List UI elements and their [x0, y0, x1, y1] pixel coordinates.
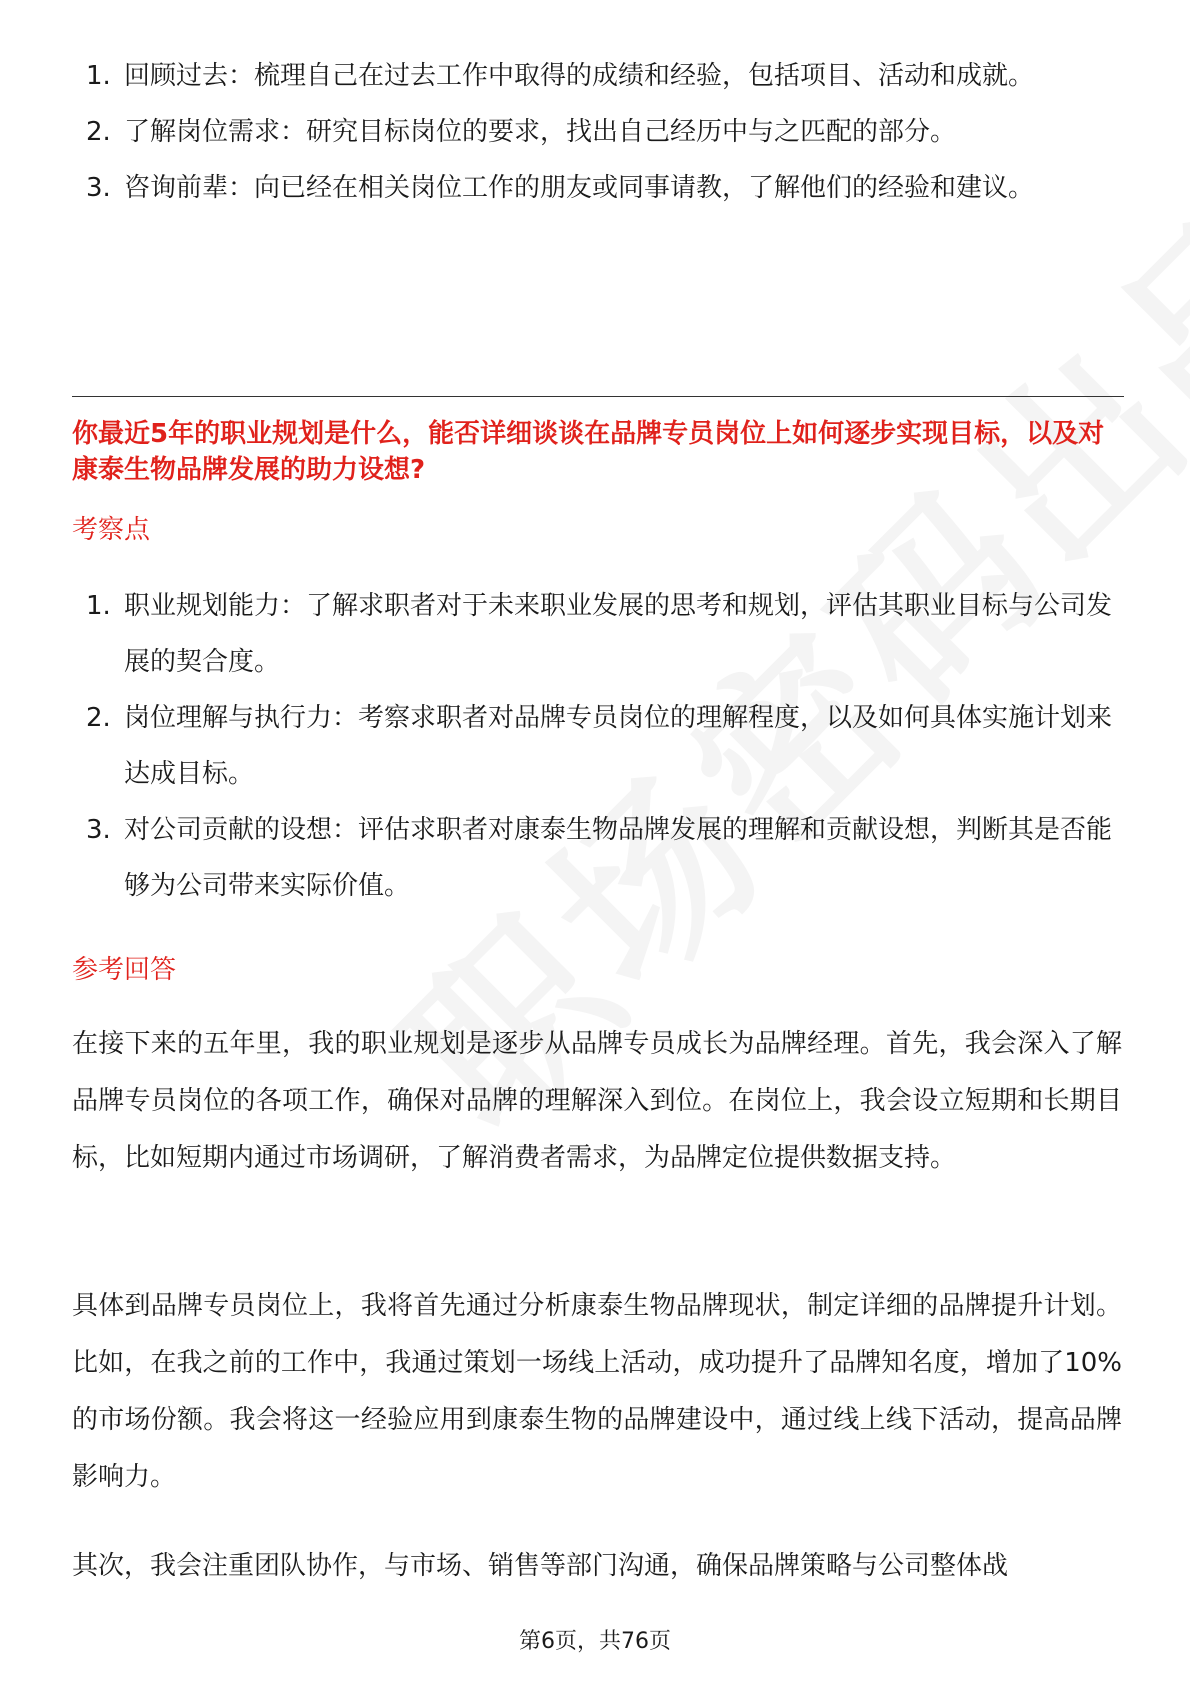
list-item-number: 3.: [86, 173, 111, 203]
answer-paragraph: 具体到品牌专员岗位上，我将首先通过分析康泰生物品牌现状，制定详细的品牌提升计划。比如，在我之前的工作中，我通过策划一场线上活动，成功提升了品牌知名度，增加了10%的市场份额。我会将这一经验应用到康泰生物的品牌建设中，通过线上线下活动，提高品牌影响力。: [72, 1291, 1122, 1492]
list-item-text: 岗位理解与执行力：考察求职者对品牌专员岗位的理解程度，以及如何具体实施计划来达成目标。: [124, 703, 1113, 789]
interview-question: 你最近5年的职业规划是什么，能否详细谈谈在品牌专员岗位上如何逐步实现目标，以及对康泰生物品牌发展的助力设想?: [72, 419, 1105, 485]
list-item: [72, 802, 1112, 914]
list-item-text: 了解岗位需求：研究目标岗位的要求，找出自己经历中与之匹配的部分。: [124, 117, 957, 147]
list-item: [72, 160, 1112, 216]
list-item-text: 职业规划能力：了解求职者对于未来职业发展的思考和规划，评估其职业目标与公司发展的契合度。: [124, 591, 1113, 677]
assessment-points-heading: 考察点: [72, 515, 151, 545]
list-item-number: 2.: [86, 703, 111, 733]
list-item: [72, 104, 1112, 160]
assessment-points-list: [72, 578, 1112, 914]
preparation-list: [72, 48, 1112, 216]
list-item: [72, 690, 1112, 802]
reference-answer-heading: 参考回答: [72, 955, 177, 985]
list-item-number: 1.: [86, 61, 111, 91]
list-item-number: 2.: [86, 117, 111, 147]
answer-paragraph: 在接下来的五年里，我的职业规划是逐步从品牌专员成长为品牌经理。首先，我会深入了解品牌专员岗位的各项工作，确保对品牌的理解深入到位。在岗位上，我会设立短期和长期目标，比如短期内通过市场调研，了解消费者需求，为品牌定位提供数据支持。: [72, 1029, 1122, 1173]
list-item: [72, 578, 1112, 690]
list-item-number: 3.: [86, 815, 111, 845]
list-item-text: 对公司贡献的设想：评估求职者对康泰生物品牌发展的理解和贡献设想，判断其是否能够为公司带来实际价值。: [124, 815, 1113, 901]
list-item-text: 咨询前辈：向已经在相关岗位工作的朋友或同事请教，了解他们的经验和建议。: [124, 173, 1035, 203]
list-item-text: 回顾过去：梳理自己在过去工作中取得的成绩和经验，包括项目、活动和成就。: [124, 61, 1035, 91]
list-item: [72, 48, 1112, 104]
answer-paragraph: 其次，我会注重团队协作，与市场、销售等部门沟通，确保品牌策略与公司整体战: [72, 1551, 1009, 1581]
list-item-number: 1.: [86, 591, 111, 621]
page-number-footer: 第6页，共76页: [519, 1629, 671, 1654]
section-divider: [72, 396, 1124, 397]
